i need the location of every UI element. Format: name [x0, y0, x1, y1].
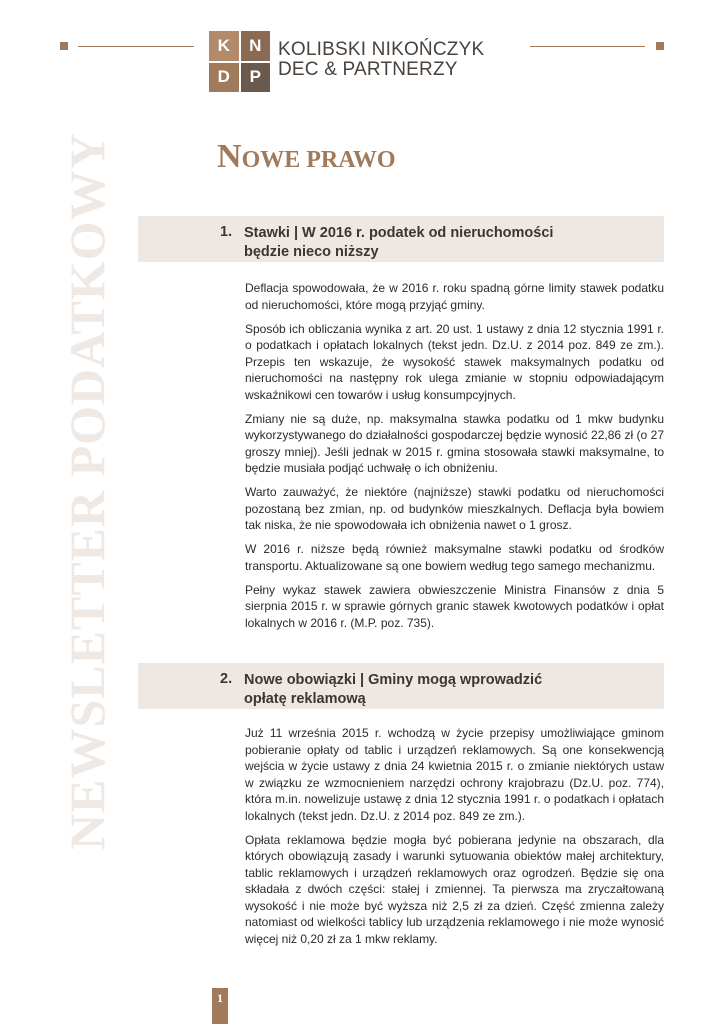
- header-left-line: [78, 46, 194, 47]
- section-2-header: [138, 663, 664, 709]
- firm-logo: [209, 31, 270, 92]
- header-left-square: [60, 42, 68, 50]
- paragraph: Opłata reklamowa będzie mogła być pobierana jedynie na obszarach, dla których obowiązują zasady i warunki sytuowania obiektów małej architektury, tablic reklamowych i urządzeń reklamowych oraz ogrodzeń. Będzie się ona składała z dwóch części: stałej i zmiennej. Ta pierwsza ma zryczałtowaną wysokość i nie może być wyższa niż 2,5 zł za dzień. Część zmienna zależy natomiast od wielkości tablicy lub urządzenia reklamowego i nie może wynosić więcej niż 0,20 zł za 1 mkw reklamy.: [245, 832, 664, 946]
- paragraph: Warto zauważyć, że niektóre (najniższe) stawki podatku od nieruchomości pozostaną bez zmian, np. od budynków mieszkalnych. Deflacja była bowiem tak niska, że nie spowodowała ich obniżenia nawet o 1 grosz.: [245, 485, 664, 532]
- paragraph: Deflacja spowodowała, że w 2016 r. roku spadną górne limity stawek podatku od nieruchomości, które mogą przyjąć gminy.: [245, 281, 664, 312]
- paragraph: Już 11 września 2015 r. wchodzą w życie przepisy umożliwiające gminom pobieranie opłaty od tablic i urządzeń reklamowych. Są one konsekwencją wejścia w życie ustawy z dnia 24 kwietnia 2015 r. o zmianie niektórych ustaw w związku ze wzmocnieniem narzędzi ochrony krajobrazu (Dz.U. poz. 774), która m.in. nowelizuje ustawę z dnia 12 stycznia 1991 r. o podatkach i opłatach lokalnych (tekst jedn. Dz.U. z 2014 poz. 849 ze zm.).: [245, 726, 664, 823]
- newsletter-vertical-label: NEWSLETTER PODATKOWY: [59, 132, 115, 850]
- logo-letter-n: N: [241, 31, 271, 61]
- section-2-body: [245, 725, 664, 955]
- paragraph: Sposób ich obliczania wynika z art. 20 ust. 1 ustawy z dnia 12 stycznia 1991 r. o podatkach i opłatach lokalnych (tekst jedn. Dz.U. z 2014 poz. 849 ze zm.). Przepis ten wskazuje, że wysokość stawek maksymalnych podatku od nieruchomości na następny rok ulega zmianie w stopniu odpowiadającym wskaźnikowi cen towarów i usług konsumpcyjnych.: [245, 321, 664, 402]
- paragraph: Zmiany nie są duże, np. maksymalna stawka podatku od 1 mkw budynku wykorzystywanego do działalności gospodarczej będzie wynosić 22,86 zł (o 27 groszy mniej). Jeśli jednak w 2015 r. gmina stosowała stawki maksymalne, to będzie musiała podjąć uchwałę o ich obniżeniu.: [245, 411, 664, 475]
- header-right-line: [530, 46, 645, 47]
- section-1-title: Stawki | W 2016 r. podatek od nieruchomości będzie nieco niższy: [244, 225, 554, 260]
- section-1-number: 1.: [220, 224, 233, 240]
- paragraph: Pełny wykaz stawek zawiera obwieszczenie Ministra Finansów z dnia 5 sierpnia 2015 r. w sprawie górnych granic stawek kwotowych podatków i opłat lokalnych w 2016 r. (M.P. poz. 735).: [245, 582, 664, 630]
- section-2-title: Nowe obowiązki | Gminy mogą wprowadzić opłatę reklamową: [244, 672, 543, 707]
- page-number: 1: [212, 988, 228, 1024]
- firm-name: [278, 40, 484, 80]
- page-title-rest: OWE PRAWO: [241, 147, 396, 173]
- paragraph: W 2016 r. niższe będą również maksymalne stawki podatku od środków transportu. Aktualizowane są one bowiem według tego samego mechanizmu.: [245, 542, 664, 573]
- logo-letter-d: D: [209, 63, 239, 93]
- section-1-body: [245, 280, 664, 639]
- section-2-number: 2.: [220, 671, 233, 687]
- section-1-header: [138, 216, 664, 262]
- firm-name-line1: KOLIBSKI NIKOŃCZYK: [278, 39, 485, 60]
- firm-name-line2: DEC & PARTNERZY: [278, 59, 458, 80]
- page-title: [217, 138, 396, 176]
- logo-letter-k: K: [209, 31, 239, 61]
- logo-letter-p: P: [241, 63, 271, 93]
- page-title-initial: N: [217, 138, 242, 175]
- header-right-square: [656, 42, 664, 50]
